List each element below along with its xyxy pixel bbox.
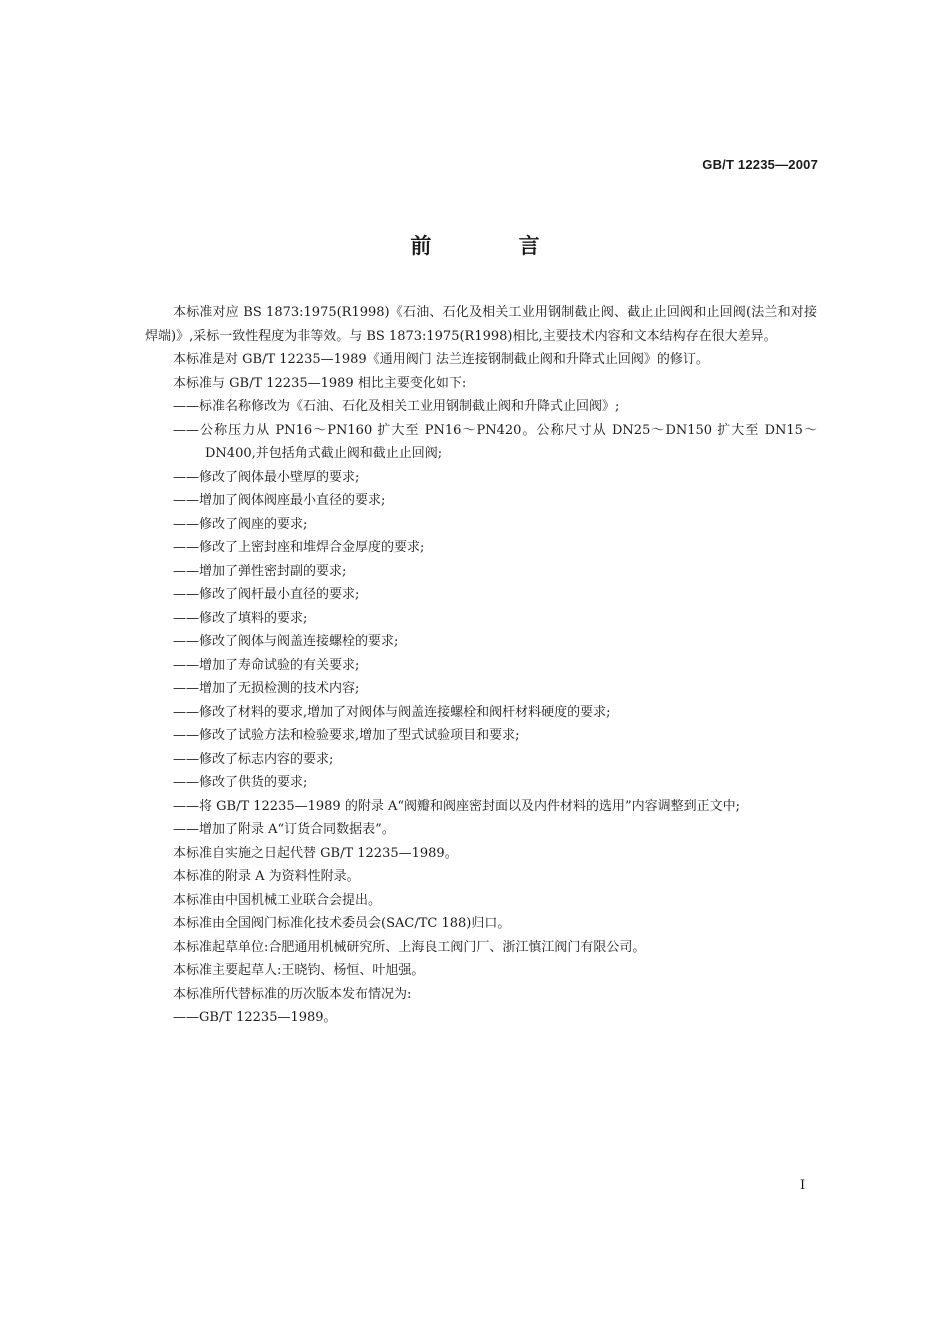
history-item: ——GB/T 12235—1989。	[173, 1010, 337, 1025]
changes-intro: 本标准与 GB/T 12235—1989 相比主要变化如下:	[173, 375, 467, 391]
change-item: ——修改了阀座的要求;	[173, 516, 308, 532]
change-item: ——增加了无损检测的技术内容;	[173, 681, 360, 696]
change-item: ——公称压力从 PN16～PN160 扩大至 PN16～PN420。公称尺寸从 DN25～DN150 扩大至 DN15～DN400,并包括角式截止阀和截止止回阀;	[173, 422, 817, 461]
change-item: ——修改了填料的要求;	[173, 610, 308, 626]
change-item: ——将 GB/T 12235—1989 的附录 A“阀瓣和阀座密封面以及内件材料的选用”内容调整到正文中;	[173, 798, 741, 814]
page-number: I	[800, 1178, 806, 1193]
change-item: ——增加了弹性密封副的要求;	[173, 563, 347, 579]
change-item: ——修改了试验方法和检验要求,增加了型式试验项目和要求;	[173, 728, 520, 743]
statement-paragraph: 本标准的附录 A 为资料性附录。	[173, 869, 360, 884]
statement-paragraph: 本标准主要起草人:王晓钧、杨恒、叶旭强。	[173, 963, 425, 978]
change-item: ——增加了阀体阀座最小直径的要求;	[173, 493, 386, 508]
statement-paragraph: 本标准所代替标准的历次版本发布情况为:	[173, 986, 412, 1002]
change-item: ——修改了供货的要求;	[173, 775, 308, 790]
statement-paragraph: 本标准自实施之日起代替 GB/T 12235—1989。	[173, 845, 458, 861]
page-title: 前 言	[410, 233, 580, 258]
statement-paragraph: 本标准由中国机械工业联合会提出。	[173, 892, 382, 908]
change-item: ——修改了材料的要求,增加了对阀体与阀盖连接螺栓和阀杆材料硬度的要求;	[173, 704, 611, 720]
change-item: ——修改了阀体与阀盖连接螺栓的要求;	[173, 634, 399, 649]
change-item: ——增加了寿命试验的有关要求;	[173, 657, 360, 673]
change-item: ——修改了上密封座和堆焊合金厚度的要求;	[173, 540, 425, 555]
statement-paragraph: 本标准起草单位:合肥通用机械研究所、上海良工阀门厂、浙江慎江阀门有限公司。	[173, 939, 646, 955]
statement-paragraph: 本标准由全国阀门标准化技术委员会(SAC/TC 188)归口。	[173, 916, 511, 931]
revision-paragraph: 本标准是对 GB/T 12235—1989《通用阀门 法兰连接钢制截止阀和升降式止回阀》的修订。	[173, 352, 709, 367]
document-body	[145, 301, 817, 1030]
change-item: ——标准名称修改为《石油、石化及相关工业用钢制截止阀和升降式止回阀》;	[173, 399, 620, 414]
change-item: ——增加了附录 A“订货合同数据表”。	[173, 822, 395, 837]
change-item: ——修改了阀体最小壁厚的要求;	[173, 469, 360, 485]
intro-paragraph: 本标准对应 BS 1873:1975(R1998)《石油、石化及相关工业用钢制截止阀、截止止回阀和止回阀(法兰和对接焊端)》,采标一致性程度为非等效。与 BS 1873:1975(R1998)相比,主要技术内容和文本结构存在很大差异。	[145, 305, 817, 344]
standard-code: GB/T 12235—2007	[702, 157, 818, 172]
change-item: ——修改了标志内容的要求;	[173, 751, 334, 767]
change-item: ——修改了阀杆最小直径的要求;	[173, 587, 360, 602]
